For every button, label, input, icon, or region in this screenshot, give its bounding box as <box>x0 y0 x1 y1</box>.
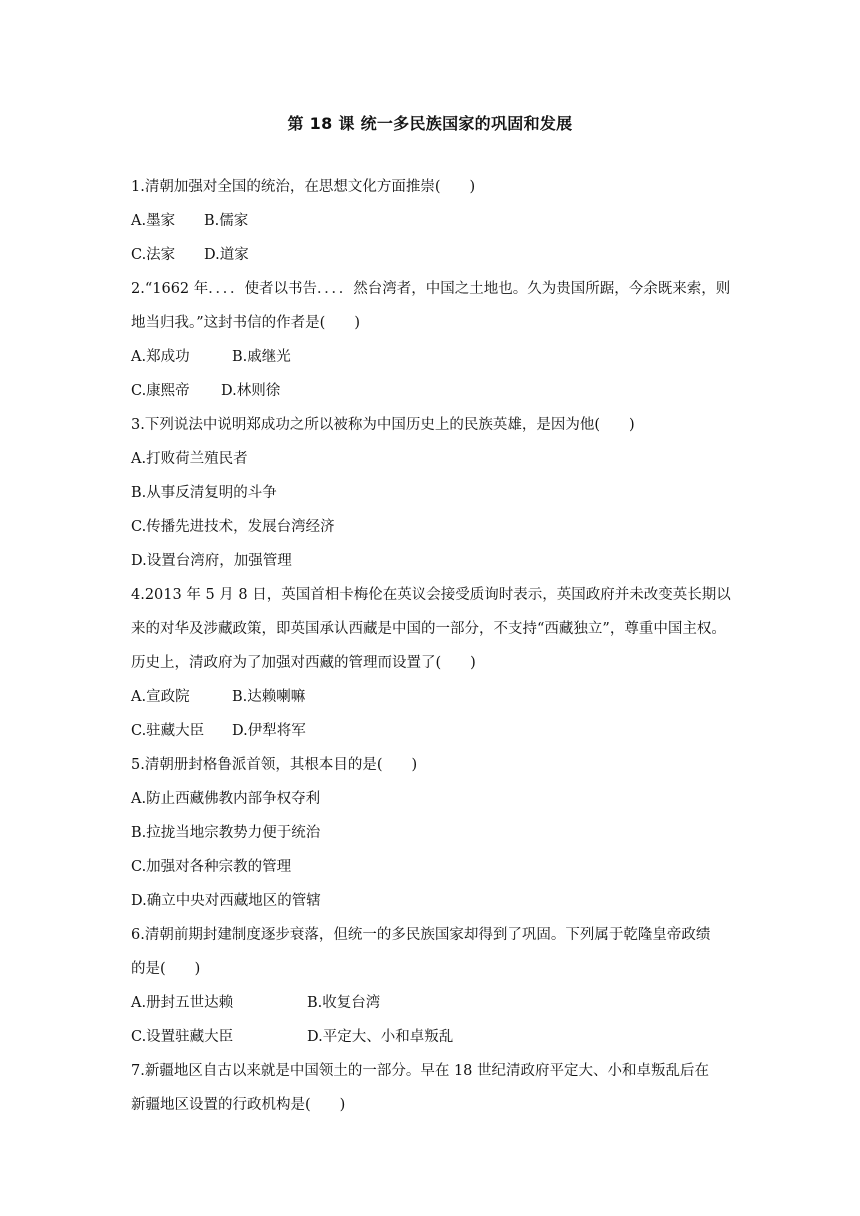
question-stem: 地当归我。”这封书信的作者是( ) <box>131 315 360 331</box>
option-c: C.康熙帝 <box>131 383 190 399</box>
option-row <box>131 1020 741 1054</box>
question-3 <box>131 408 741 578</box>
option-d: D.设置台湾府，加强管理 <box>131 553 292 569</box>
option-row <box>131 340 741 374</box>
question-stem: 来的对华及涉藏政策，即英国承认西藏是中国的一部分，不支持“西藏独立”，尊重中国主权。 <box>131 621 726 637</box>
question-stem: 3.下列说法中说明郑成功之所以被称为中国历史上的民族英雄，是因为他( ) <box>131 417 635 433</box>
question-stem: 6.清朝前期封建制度逐步衰落，但统一的多民族国家却得到了巩固。下列属于乾隆皇帝政绩 <box>131 927 711 943</box>
question-5 <box>131 748 741 918</box>
question-4 <box>131 578 741 748</box>
option-d: D.伊犁将军 <box>232 723 306 739</box>
question-list <box>131 170 741 1122</box>
option-row <box>131 238 741 272</box>
option-a: A.墨家 <box>131 213 176 229</box>
option-c: C.加强对各种宗教的管理 <box>131 859 292 875</box>
question-stem: 的是( ) <box>131 961 201 977</box>
question-stem: 历史上，清政府为了加强对西藏的管理而设置了( ) <box>131 655 476 671</box>
option-c: C.传播先进技术，发展台湾经济 <box>131 519 335 535</box>
question-stem: 4.2013 年 5 月 8 日，英国首相卡梅伦在英议会接受质询时表示，英国政府并未改变英长期以 <box>131 587 731 603</box>
option-row <box>131 374 741 408</box>
option-d: D.平定大、小和卓叛乱 <box>307 1029 454 1045</box>
question-stem: 1.清朝加强对全国的统治，在思想文化方面推崇( ) <box>131 179 476 195</box>
option-row <box>131 680 741 714</box>
lesson-title: 第 18 课 统一多民族国家的巩固和发展 <box>287 114 573 133</box>
question-6 <box>131 918 741 1054</box>
question-stem: 2.“1662 年．．．．使者以书告．．．．然台湾者，中国之土地也。久为贵国所踞，今余既来索，则 <box>131 281 731 297</box>
question-2 <box>131 272 741 408</box>
option-c: C.法家 <box>131 247 176 263</box>
option-b: B.戚继光 <box>232 349 291 365</box>
option-a: A.打败荷兰殖民者 <box>131 451 248 467</box>
option-a: A.宣政院 <box>131 689 190 705</box>
question-stem: 新疆地区设置的行政机构是( ) <box>131 1097 346 1113</box>
option-row <box>131 204 741 238</box>
option-row <box>131 986 741 1020</box>
option-d: D.林则徐 <box>221 383 281 399</box>
question-7 <box>131 1054 741 1122</box>
option-d: D.确立中央对西藏地区的管辖 <box>131 893 321 909</box>
question-1 <box>131 170 741 272</box>
option-b: B.拉拢当地宗教势力便于统治 <box>131 825 321 841</box>
option-d: D.道家 <box>204 247 249 263</box>
option-b: B.儒家 <box>204 213 249 229</box>
option-b: B.达赖喇嘛 <box>232 689 306 705</box>
option-row <box>131 714 741 748</box>
option-a: A.郑成功 <box>131 349 190 365</box>
option-a: A.防止西藏佛教内部争权夺利 <box>131 791 321 807</box>
option-a: A.册封五世达赖 <box>131 995 234 1011</box>
option-b: B.收复台湾 <box>307 995 381 1011</box>
option-c: C.驻藏大臣 <box>131 723 205 739</box>
question-stem: 7.新疆地区自古以来就是中国领土的一部分。早在 18 世纪清政府平定大、小和卓叛乱后在 <box>131 1063 709 1079</box>
question-stem: 5.清朝册封格鲁派首领，其根本目的是( ) <box>131 757 418 773</box>
option-c: C.设置驻藏大臣 <box>131 1029 234 1045</box>
option-b: B.从事反清复明的斗争 <box>131 485 277 501</box>
